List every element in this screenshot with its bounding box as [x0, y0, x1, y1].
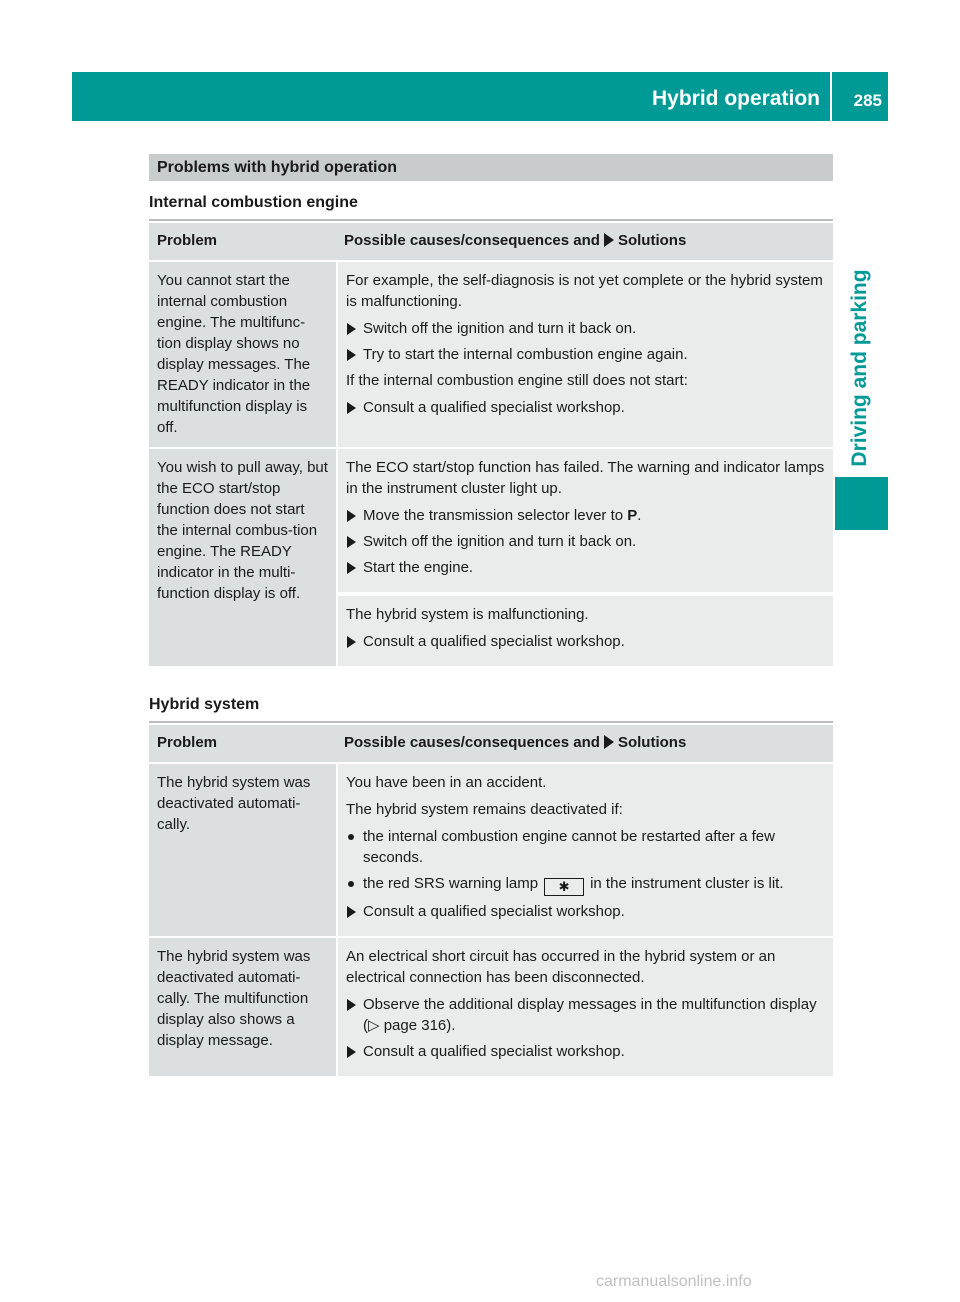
side-tab-label: Driving and parking	[848, 269, 871, 467]
action-arrow-icon	[604, 735, 614, 749]
step-end: ).	[446, 1017, 456, 1034]
condition-item: the internal combustion engine cannot be restarted after a few seconds.	[346, 826, 825, 868]
solution-cell	[336, 594, 833, 666]
action-step: Consult a qualified specialist workshop.	[346, 631, 825, 652]
cause-text: For example, the self-diagnosis is not yet complete or the hybrid system is malfunctioning.	[346, 272, 823, 310]
hybrid-table	[149, 723, 833, 1078]
action-step: Consult a qualified specialist workshop.	[346, 1041, 825, 1062]
problem-cell: The hybrid system was deactivated automati-cally. The multifunction display also shows a display message.	[149, 938, 336, 1076]
page-reference-link[interactable]: ▷ page 316	[368, 1017, 447, 1034]
col-solutions	[336, 223, 833, 260]
condition-text: in the instrument cluster is lit.	[590, 875, 784, 892]
solution-cell	[336, 938, 833, 1076]
table-row	[149, 449, 833, 592]
action-step: Consult a qualified specialist workshop.	[346, 397, 825, 418]
page-header	[72, 72, 888, 121]
hybrid-heading: Hybrid system	[149, 694, 833, 723]
problem-cell: You cannot start the internal combustion engine. The multifunc-tion display shows no display messages. The READY indicator in the multifunction display is off.	[149, 262, 336, 447]
col-solutions	[336, 725, 833, 762]
airbag-warning-icon: ✱	[544, 878, 584, 896]
col-solutions-prefix: Possible causes/consequences and	[344, 232, 600, 249]
step-text: Move the transmission selector lever to	[363, 507, 624, 524]
cause-text: The hybrid system remains deactivated if:	[346, 801, 623, 818]
cause-text: An electrical short circuit has occurred in the hybrid system or an electrical connection has been disconnected.	[346, 948, 776, 986]
solution-cell	[336, 449, 833, 592]
problem-cell: The hybrid system was deactivated automati-cally.	[149, 764, 336, 936]
action-step: Try to start the internal combustion engine again.	[346, 344, 825, 365]
chapter-title: Hybrid operation	[651, 87, 820, 110]
action-step: Consult a qualified specialist workshop.	[346, 901, 825, 922]
table-header-row	[149, 223, 833, 260]
side-tab-marker	[835, 477, 888, 530]
main-content	[149, 154, 833, 1078]
action-step: Start the engine.	[346, 557, 825, 578]
section-title: Problems with hybrid operation	[149, 154, 833, 181]
action-step: Switch off the ignition and turn it back on.	[346, 318, 825, 339]
ice-table	[149, 221, 833, 668]
cause-text: The ECO start/stop function has failed. The warning and indicator lamps in the instrument cluster light up.	[346, 459, 825, 497]
action-step	[346, 994, 825, 1036]
table-row	[149, 938, 833, 1076]
col-solutions-suffix: Solutions	[617, 734, 687, 751]
gear-position: P	[627, 507, 638, 524]
cause-text: You have been in an accident.	[346, 774, 547, 791]
col-problem: Problem	[149, 223, 336, 260]
col-problem: Problem	[149, 725, 336, 762]
table-row	[149, 262, 833, 447]
step-end: .	[637, 507, 642, 524]
table-row	[149, 764, 833, 936]
action-arrow-icon	[604, 233, 614, 247]
header-divider	[830, 72, 832, 121]
condition-item	[346, 873, 825, 896]
action-step: Switch off the ignition and turn it back on.	[346, 531, 825, 552]
cause-text: The hybrid system is malfunctioning.	[346, 606, 589, 623]
watermark: carmanualsonline.info	[596, 1273, 752, 1290]
col-solutions-suffix: Solutions	[617, 232, 687, 249]
solution-cell	[336, 262, 833, 447]
page-number: 285	[853, 91, 882, 110]
problem-cell: You wish to pull away, but the ECO start/stop function does not start the internal combus-tion engine. The READY indicator in the multi-function display is off.	[149, 449, 336, 666]
solution-cell	[336, 764, 833, 936]
condition-text: the red SRS warning lamp	[363, 875, 539, 892]
col-solutions-prefix: Possible causes/consequences and	[344, 734, 600, 751]
table-header-row	[149, 725, 833, 762]
action-step	[346, 505, 825, 526]
cause-text: If the internal combustion engine still does not start:	[346, 372, 688, 389]
step-text: Observe the additional display messages in the multifunction display (	[363, 996, 817, 1034]
ice-heading: Internal combustion engine	[149, 192, 833, 221]
